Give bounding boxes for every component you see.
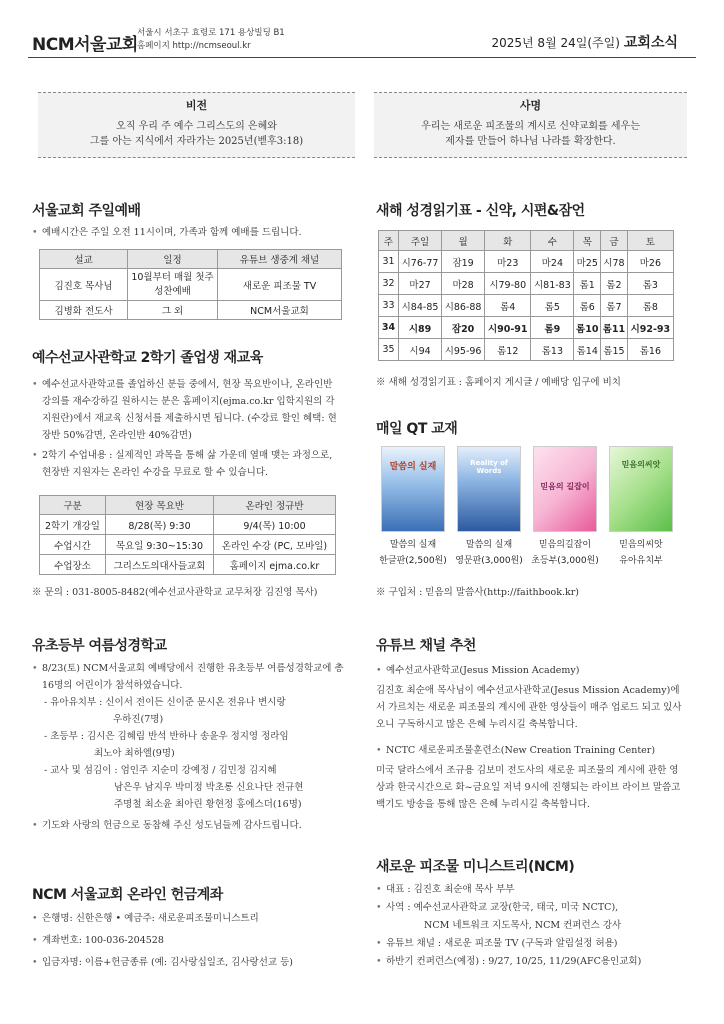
qt-book-list [376, 446, 678, 569]
table-row [379, 317, 674, 339]
table-row [379, 273, 674, 295]
table-cell: 롬15 [601, 339, 628, 361]
table-cell: 33 [379, 295, 399, 317]
church-address-block [137, 27, 285, 53]
table-cell: 시84-85 [399, 295, 442, 317]
table-row [40, 535, 336, 555]
vbs-teachers-c: 주명철 최소윤 최아린 황현정 홍에스더(16명) [114, 799, 302, 810]
youtube-title: 유튜브 채널 추천 [376, 638, 476, 654]
vision-line-2: 그를 아는 지식에서 자라가는 2025년(벧후3:18) [89, 136, 304, 147]
table-row [40, 555, 336, 575]
mission-line-2: 제자를 만들어 하나님 나라를 확장한다. [445, 136, 616, 147]
table-cell: 롬16 [627, 339, 673, 361]
bible-col-thu: 목 [574, 231, 601, 251]
ncm-title: 새로운 피조물 미니스트리(NCM) [376, 859, 575, 875]
academy-title: 예수선교사관학교 2학기 졸업생 재교육 [32, 350, 263, 366]
qt-book-name: 믿음의길잡이 [538, 540, 592, 550]
table-cell: 온라인 수강 (PC, 모바일) [214, 535, 336, 555]
bible-note: ※ 새해 성경읽기표 : 홈페이지 게시글 / 예배당 입구에 비치 [376, 377, 621, 388]
bible-col-week: 주 [379, 231, 399, 251]
qt-book-price: 한글판(2,500원) [379, 556, 447, 566]
qt-title: 매일 QT 교재 [376, 421, 458, 437]
youtube-channel-1-desc: 김진호 최순애 목사님이 예수선교사관학교(Jesus Mission Academy)에서 가르치는 새로운 피조물의 계시에 관한 영상들이 매주 업로드 되고 있사오니 구독하시고 많은 은혜 누리시길 축복합니다. [376, 685, 682, 730]
academy-list [32, 376, 344, 481]
qt-book-cover-text: 믿음의 길잡이 [540, 482, 590, 491]
mission-line-1: 우리는 새로운 피조물의 계시로 신약교회를 세우는 [421, 121, 640, 132]
academy-contact: ※ 문의 : 031-8005-8482(예수선교사관학교 교무처장 김진영 목사) [32, 587, 318, 598]
qt-book-cover [457, 446, 521, 532]
table-row [379, 295, 674, 317]
academy-table-header [40, 496, 336, 515]
table-cell: 시95-96 [442, 339, 485, 361]
table-row [40, 269, 342, 301]
table-cell: 롬11 [601, 317, 628, 339]
table-row [40, 301, 342, 320]
bible-title: 새해 성경읽기표 - 신약, 시편&잠언 [376, 203, 585, 219]
table-cell: 롬10 [574, 317, 601, 339]
vbs-kids-2b: 최노아 최하엘(9명) [94, 748, 175, 759]
table-cell: 그리스도의대사들교회 [106, 555, 214, 575]
table-cell: 마23 [485, 251, 531, 273]
table-cell: 시89 [399, 317, 442, 339]
qt-book [452, 446, 526, 569]
worship-note: • 예배시간은 주일 오전 11시이며, 가족과 함께 예배를 드립니다. [32, 224, 342, 241]
table-cell: 10월부터 매월 첫주 성찬예배 [128, 269, 218, 301]
table-cell: 수업시간 [40, 535, 106, 555]
table-row [379, 339, 674, 361]
table-cell: 시94 [399, 339, 442, 361]
table-cell: 잠20 [442, 317, 485, 339]
worship-col-preacher: 설교 [40, 250, 128, 269]
table-cell: 김진호 목사님 [40, 269, 128, 301]
table-cell: 시90-91 [485, 317, 531, 339]
worship-note-list [32, 224, 342, 241]
bulletin-date: 2025년 8월 24일(주일) [491, 36, 620, 50]
table-cell: 8/28(목) 9:30 [106, 515, 214, 535]
bible-reading-table [378, 230, 674, 361]
qt-book-price: 유아유치부 [619, 556, 663, 566]
account-title: NCM 서울교회 온라인 헌금계좌 [32, 887, 223, 903]
worship-table-header [40, 250, 342, 269]
table-cell: 시81-83 [531, 273, 574, 295]
church-address: 서울시 서초구 효령로 171 용상빌딩 B1 [137, 28, 285, 38]
bible-col-sat: 토 [627, 231, 673, 251]
ncm-youtube: • 유튜브 채널 : 새로운 피조물 TV (구독과 알림설정 허용) [376, 935, 688, 953]
table-cell: 32 [379, 273, 399, 295]
qt-book-cover [609, 446, 673, 532]
worship-title: 서울교회 주일예배 [32, 203, 141, 219]
account-list [32, 908, 344, 974]
bible-col-tue: 화 [485, 231, 531, 251]
table-cell: 롬2 [601, 273, 628, 295]
worship-col-channel: 유튜브 생중계 채널 [218, 250, 342, 269]
mission-title: 사명 [519, 99, 542, 112]
table-cell: 시78 [601, 251, 628, 273]
table-cell: 롬3 [627, 273, 673, 295]
table-cell: NCM서울교회 [218, 301, 342, 320]
table-cell: 롬14 [574, 339, 601, 361]
table-cell: 그 외 [128, 301, 218, 320]
table-cell: 마26 [627, 251, 673, 273]
table-cell: 34 [379, 317, 399, 339]
table-cell: 롬13 [531, 339, 574, 361]
youtube-channel-2: • NCTC 새로운피조물훈련소(New Creation Training Center) [376, 742, 686, 759]
church-name: NCM서울교회 [32, 35, 138, 55]
account-bank: • 은행명: 신한은행 • 예금주: 새로운피조물미니스트리 [32, 908, 344, 930]
worship-col-schedule: 일정 [128, 250, 218, 269]
table-cell: 목요일 9:30~15:30 [106, 535, 214, 555]
ncm-ministry: • 사역 : 예수선교사관학교 교장(한국, 태국, 미국 NCTC), [376, 899, 688, 917]
qt-note: ※ 구입처 : 믿음의 말씀사(http://faithbook.kr) [376, 587, 579, 598]
table-cell: 김병화 전도사 [40, 301, 128, 320]
table-cell: 마25 [574, 251, 601, 273]
vbs-teachers: - 교사 및 섬김이 : 엄인주 지순미 강예정 / 김민정 김지혜 [44, 765, 277, 776]
ncm-representative: • 대표 : 김진호 최순애 목사 부부 [376, 881, 688, 899]
table-cell: 잠19 [442, 251, 485, 273]
table-cell: 시86-88 [442, 295, 485, 317]
account-number: • 계좌번호: 100-036-204528 [32, 930, 344, 952]
qt-book-cover-text: 말씀의 실재 [389, 462, 437, 472]
academy-table [39, 495, 336, 575]
academy-paragraph-1: • 예수선교사관학교를 졸업하신 분들 중에서, 현장 목요반이나, 온라인반 강의를 재수강하길 원하시는 분은 홈페이지(ejma.co.kr 입학지원의 각 지원란)에서 재교육 신청서를 제출하시면 됩니다. (수강료 할인 혜택: 현장반 50%감면, 온라인반 40%감면) [32, 376, 344, 444]
bible-col-wed: 수 [531, 231, 574, 251]
ncm-content [376, 881, 688, 971]
table-row [379, 251, 674, 273]
academy-paragraph-2: • 2학기 수업내용 : 실제적인 과목을 통해 삶 가운데 열매 맺는 과정으로, 현장반 지원자는 온라인 수강을 무료로 할 수 있습니다. [32, 447, 344, 481]
table-cell: 마27 [399, 273, 442, 295]
table-cell: 2학기 개강일 [40, 515, 106, 535]
vision-box [38, 92, 355, 158]
youtube-channel-1: • 예수선교사관학교(Jesus Mission Academy) [376, 662, 686, 679]
qt-book [376, 446, 450, 569]
qt-book-name: 믿음의씨앗 [619, 540, 663, 550]
bulletin-title: 교회소식 [623, 35, 678, 51]
table-cell: 롬12 [485, 339, 531, 361]
qt-book-cover-text: Reality of Words [470, 459, 508, 475]
qt-book-name: 말씀의 실재 [389, 540, 437, 550]
table-cell: 롬6 [574, 295, 601, 317]
qt-book-price: 영문판(3,000원) [455, 556, 523, 566]
vbs-teachers-b: 남은우 남지우 박미정 박초롱 신요나단 전규현 [114, 782, 304, 793]
table-cell: 롬1 [574, 273, 601, 295]
table-cell: 시76-77 [399, 251, 442, 273]
table-cell: 마24 [531, 251, 574, 273]
table-cell: 롬7 [601, 295, 628, 317]
mission-box [374, 92, 687, 158]
bible-table-header [379, 231, 674, 251]
qt-book-cover [381, 446, 445, 532]
table-row [40, 515, 336, 535]
vbs-summary: • 8/23(토) NCM서울교회 예배당에서 진행한 유초등부 여름성경학교에 총 16명의 어린이가 참석하였습니다. [32, 660, 344, 694]
header-divider [28, 57, 696, 58]
qt-book-cover-text: 믿음의씨앗 [621, 460, 661, 469]
youtube-channel-2-desc: 미국 달라스에서 조규용 김보미 전도사의 새로운 피조물의 계시에 관한 영상과 한국시간으로 화~금요일 저녁 9시에 진행되는 라이브 라이브 말씀고백기도 방송을 통해 많은 은혜 누리시길 축복합니다. [376, 765, 681, 810]
table-cell: 수업장소 [40, 555, 106, 575]
vision-title: 비전 [185, 99, 208, 112]
vbs-kids-1: - 유아유치부 : 신이서 전이든 신이준 문시온 전유나 변시랑 [44, 697, 286, 708]
vbs-thanks: • 기도와 사랑의 헌금으로 동참해 주신 성도님들께 감사드립니다. [32, 817, 344, 834]
academy-col-category: 구분 [40, 496, 106, 515]
ncm-conference: • 하반기 컨퍼런스(예정) : 9/27, 10/25, 11/29(AFC용인교회) [376, 953, 688, 971]
youtube-content [376, 662, 686, 813]
table-cell: 롬9 [531, 317, 574, 339]
table-cell: 시79-80 [485, 273, 531, 295]
table-cell: 롬8 [627, 295, 673, 317]
qt-book-name: 말씀의 실재 [465, 540, 513, 550]
bible-col-mon: 월 [442, 231, 485, 251]
qt-book [604, 446, 678, 569]
table-cell: 홈페이지 ejma.co.kr [214, 555, 336, 575]
academy-col-online: 온라인 정규반 [214, 496, 336, 515]
bible-col-fri: 금 [601, 231, 628, 251]
table-cell: 31 [379, 251, 399, 273]
table-cell: 롬4 [485, 295, 531, 317]
qt-book [528, 446, 602, 569]
academy-col-onsite: 현장 목요반 [106, 496, 214, 515]
vbs-content [32, 660, 344, 834]
vbs-kids-2: - 초등부 : 김시은 김혜림 반석 반하나 송윤우 정지영 정라임 [44, 731, 289, 742]
table-cell: 새로운 피조물 TV [218, 269, 342, 301]
qt-book-price: 초등부(3,000원) [531, 556, 599, 566]
ncm-ministry-2: NCM 네트워크 지도목사, NCM 컨퍼런스 강사 [424, 920, 622, 931]
qt-book-cover [533, 446, 597, 532]
vision-line-1: 오직 우리 주 예수 그리스도의 은혜와 [116, 121, 277, 132]
table-cell: 마28 [442, 273, 485, 295]
table-cell: 롬5 [531, 295, 574, 317]
vbs-kids-1b: 우하진(7명) [113, 714, 164, 725]
table-cell: 35 [379, 339, 399, 361]
worship-table [39, 249, 342, 320]
account-memo: • 입금자명: 이름+헌금종류 (예: 김사랑십일조, 김사랑선교 등) [32, 952, 344, 974]
vbs-title: 유초등부 여름성경학교 [32, 638, 167, 654]
church-homepage: 홈페이지 http://ncmseoul.kr [137, 41, 251, 51]
table-cell: 9/4(목) 10:00 [214, 515, 336, 535]
bulletin-date-title [491, 32, 678, 52]
bible-col-sun: 주일 [399, 231, 442, 251]
table-cell: 시92-93 [627, 317, 673, 339]
